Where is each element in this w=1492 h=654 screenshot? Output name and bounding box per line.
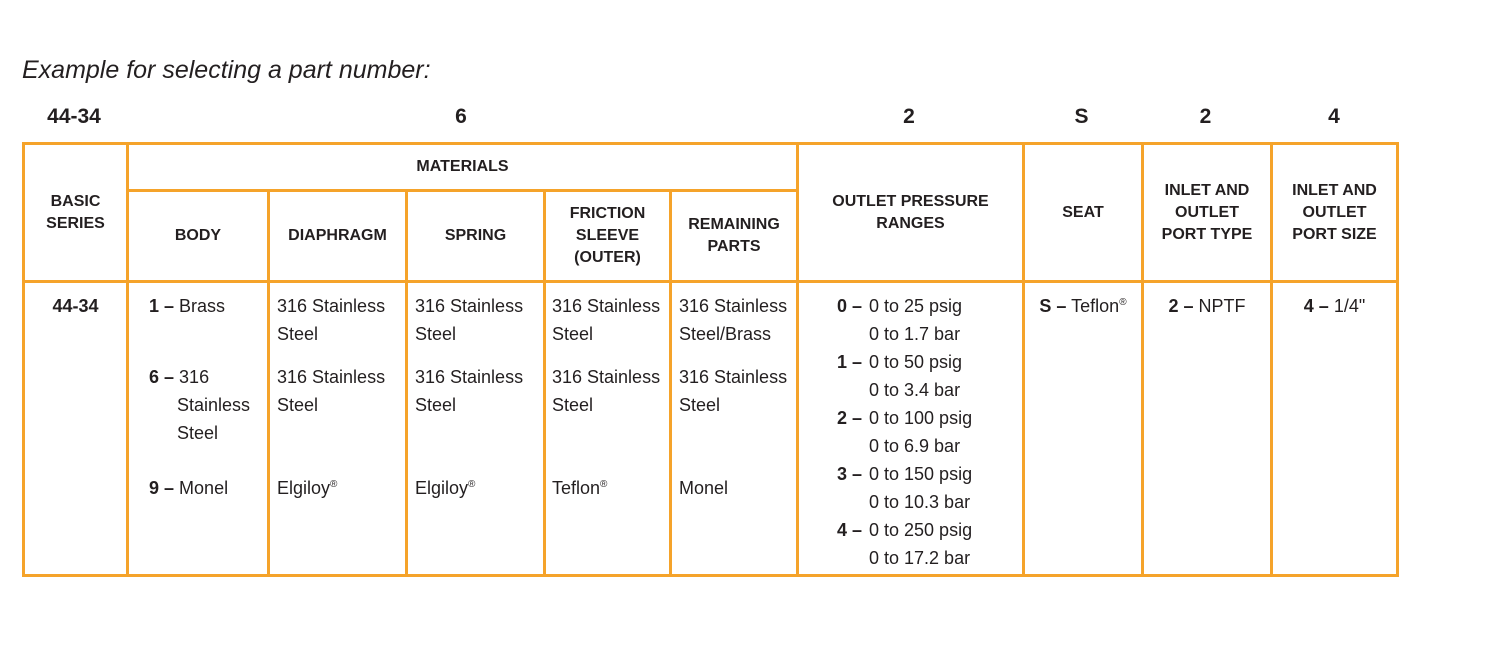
header-friction-sleeve: FRICTION SLEEVE (OUTER) <box>569 205 646 266</box>
spring-option: 316 Stainless Steel <box>415 296 524 344</box>
spring-option: 316 Stainless Steel <box>415 367 524 415</box>
seat-option: S – Teflon® <box>1039 296 1127 316</box>
header-basic-series: BASIC SERIES <box>46 192 105 232</box>
header-spring: SPRING <box>444 227 507 244</box>
body-option: 6 – 316 Stainless Steel <box>149 367 251 443</box>
header-diaphragm: DIAPHRAGM <box>288 227 387 244</box>
header-materials: MATERIALS <box>416 158 509 175</box>
header-port-type: INLET AND OUTLET PORT TYPE <box>1161 181 1253 243</box>
code-seat: S <box>1074 105 1089 128</box>
header-outlet-pressure: OUTLET PRESSURE RANGES <box>832 192 989 232</box>
pressure-range-item: 1 – 0 to 50 psig <box>837 352 963 372</box>
friction-sleeve-option: 316 Stainless Steel <box>552 367 661 415</box>
body-option: 9 – Monel <box>149 478 229 498</box>
pressure-range-item: 0 – 0 to 25 psig <box>837 296 963 316</box>
code-pressure: 2 <box>903 105 915 128</box>
friction-sleeve-option: 316 Stainless Steel <box>552 296 661 344</box>
pressure-range-item: 2 – 0 to 100 psig <box>837 408 973 428</box>
diaphragm-option: 316 Stainless Steel <box>277 296 386 344</box>
header-seat: SEAT <box>1062 203 1104 221</box>
basic-series-value: 44-34 <box>52 296 99 316</box>
port-size-option: 4 – 1/4" <box>1303 296 1366 316</box>
spring-option: Elgiloy® <box>415 478 476 498</box>
remaining-parts-option: 316 Stainless Steel <box>679 367 788 415</box>
code-port-type: 2 <box>1199 105 1212 128</box>
remaining-parts-option: 316 Stainless Steel/Brass <box>679 296 788 344</box>
port-type-option: 2 – NPTF <box>1168 296 1246 316</box>
remaining-parts-option: Monel <box>679 478 729 498</box>
header-port-size: INLET AND OUTLET PORT SIZE <box>1292 181 1377 243</box>
pressure-range-item: 3 – 0 to 150 psig <box>837 464 973 484</box>
code-materials: 6 <box>455 105 467 128</box>
pressure-ranges-list: 0 – 0 to 25 psig 0 to 1.7 bar 1 – 0 to 50 psig 0 to 3.4 bar 2 – 0 to 100 psig 0 to 6.9 bar 3 – 0 to 150 psig 0 to 10.3 bar 4 – 0 to 250 psig 0 to 17.2 bar <box>837 292 1017 572</box>
code-basic-series: 44-34 <box>47 105 101 128</box>
header-body: BODY <box>174 227 222 244</box>
part-number-table <box>22 142 1399 577</box>
friction-sleeve-option: Teflon® <box>552 478 608 498</box>
diaphragm-option: 316 Stainless Steel <box>277 367 386 415</box>
diaphragm-option: Elgiloy® <box>277 478 338 498</box>
code-port-size: 4 <box>1328 105 1340 128</box>
body-option: 1 – Brass <box>149 296 226 316</box>
header-remaining-parts: REMAINING PARTS <box>688 216 780 255</box>
intro-caption: Example for selecting a part number: <box>22 56 431 84</box>
pressure-range-item: 4 – 0 to 250 psig <box>837 520 973 540</box>
